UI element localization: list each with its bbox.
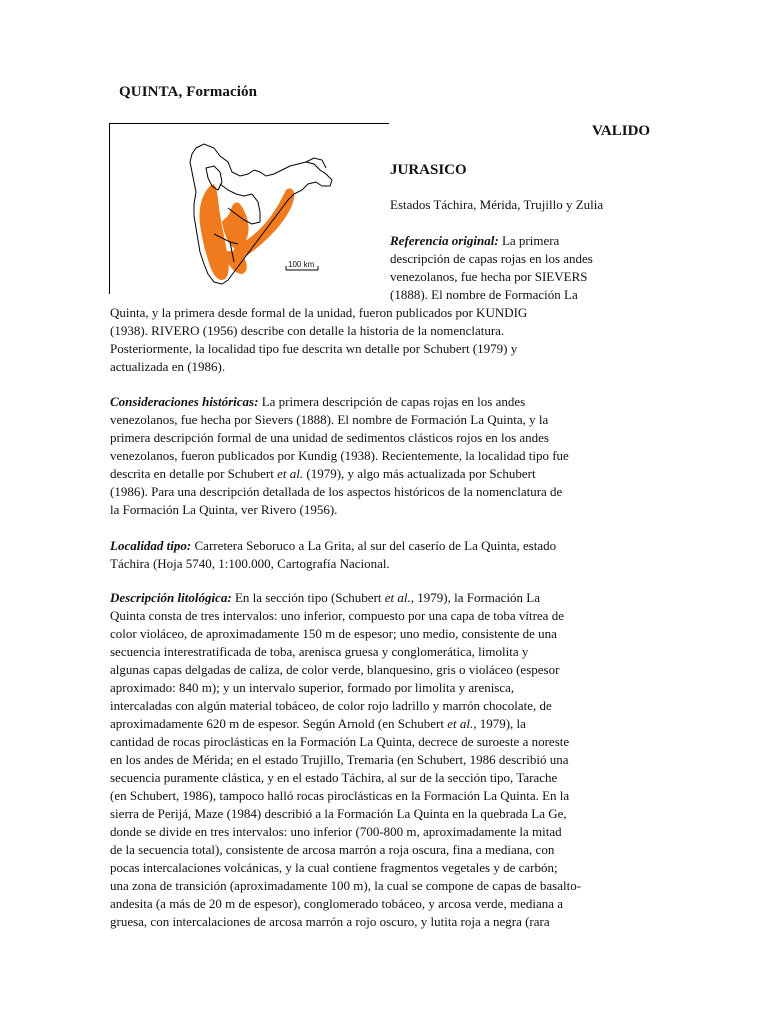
states-line: Estados Táchira, Mérida, Trujillo y Zulia [390, 197, 604, 212]
map-drawing [110, 124, 389, 294]
localidad-section [110, 537, 656, 573]
descripcion-line-13: sierra de Perijá, Maze (1984) describió a la Formación La Quinta en la quebrada La Ge, [110, 806, 567, 821]
descripcion-text-8b: et al. [447, 716, 474, 731]
localidad-heading: Localidad tipo: [110, 538, 192, 553]
descripcion-line-8 [110, 715, 656, 733]
consideraciones-text-5c: (1979), y algo más actualizada por Schubert [303, 466, 536, 481]
descripcion-line-4: secuencia interestratificada de toba, arenisca gruesa y conglomerática, limolita y [110, 644, 529, 659]
consideraciones-heading: Consideraciones históricas: [110, 394, 259, 409]
referencia-line-1 [390, 232, 650, 250]
consideraciones-line-5 [110, 465, 656, 483]
referencia-line-4: (1888). El nombre de Formación La [390, 287, 578, 302]
consideraciones-text-5b: et al. [277, 466, 304, 481]
referencia-full [110, 304, 656, 376]
consideraciones-line-1 [110, 393, 656, 411]
referencia-line-8: actualizada en (1986). [110, 359, 226, 374]
consideraciones-line-7: la Formación La Quinta, ver Rivero (1956). [110, 502, 338, 517]
outline-border-1 [220, 184, 252, 196]
descripcion-line-11: secuencia puramente clástica, y en el estado Táchira, al sur de la sección tipo, Tarache [110, 770, 558, 785]
consideraciones-line-4: venezolanos, fueron publicados por Kundig (1938). Recientemente, la localidad tipo fue [110, 448, 569, 463]
descripcion-line-3: color violáceo, de aproximadamente 150 m de espesor; uno medio, consistente de una [110, 626, 557, 641]
descripcion-text-8c: , 1979), la [473, 716, 526, 731]
geologic-age: JURASICO [390, 162, 467, 178]
descripcion-line-7: intercaladas con algún material tobáceo, de color rojo ladrillo y marrón chocolate, de [110, 698, 552, 713]
location-map [109, 123, 389, 294]
descripcion-line-1 [110, 589, 656, 607]
consideraciones-line-2: venezolanos, fue hecha por Sievers (1888). El nombre de Formación La Quinta, y la [110, 412, 549, 427]
consideraciones-text-1: La primera descripción de capas rojas en los andes [258, 394, 526, 409]
referencia-line-2: descripción de capas rojas en los andes [390, 251, 593, 266]
descripcion-line-14: donde se divide en tres intervalos: uno inferior (700-800 m, aproximadamente la mitad [110, 824, 562, 839]
consideraciones-text-5a: descrita en detalle por Schubert [110, 466, 278, 481]
descripcion-line-2: Quinta consta de tres intervalos: uno inferior, compuesto por una capa de toba vítrea de [110, 608, 564, 623]
consideraciones-section [110, 393, 656, 519]
referencia-text: La primera [498, 233, 560, 248]
outcrop-areas [199, 184, 294, 280]
referencia-line-6: (1938). RIVERO (1956) describe con detalle la historia de la nomenclatura. [110, 323, 505, 338]
consideraciones-line-3: primera descripción formal de una unidad de sedimentos clásticos rojos en los andes [110, 430, 549, 445]
page-title: QUINTA, Formación [119, 84, 258, 100]
referencia-heading: Referencia original: [390, 233, 499, 248]
outline-border-4 [252, 194, 260, 222]
descripcion-line-5: algunas capas delgadas de caliza, de color verde, blanquesino, gris o violáceo (espesor [110, 662, 560, 677]
descripcion-line-15: de la secuencia total), consistente de arcosa marrón a roja oscura, fina a mediana, con [110, 842, 555, 857]
descripcion-text-1a: En la sección tipo (Schubert [231, 590, 385, 605]
descripcion-line-19: gruesa, con intercalaciones de arcosa marrón a rojo oscuro, y lutita roja a negra (rara [110, 914, 550, 929]
descripcion-line-12: (en Schubert, 1986), tampoco halló rocas piroclásticas en la Formación La Quinta. En la [110, 788, 570, 803]
descripcion-text-8a: aproximadamente 620 m de espesor. Según Arnold (en Schubert [110, 716, 448, 731]
descripcion-section [110, 589, 656, 931]
descripcion-line-18: andesita (a más de 20 m de espesor), conglomerado tobáceo, y arcosa verde, mediana a [110, 896, 564, 911]
descripcion-line-6: aproximado: 840 m); y un intervalo superior, formado por limolita y arenisca, [110, 680, 515, 695]
descripcion-heading: Descripción litológica: [110, 590, 232, 605]
referencia-line-5: Quinta, y la primera desde formal de la unidad, fueron publicados por KUNDIG [110, 305, 528, 320]
descripcion-text-1b: et al. [384, 590, 411, 605]
descripcion-line-9: cantidad de rocas piroclásticas en la Formación La Quinta, decrece de suroeste a noreste [110, 734, 570, 749]
descripcion-text-1c: , 1979), la Formación La [410, 590, 541, 605]
descripcion-line-10: en los andes de Mérida; en el estado Trujillo, Tremaria (en Schubert, 1986 describió una [110, 752, 569, 767]
descripcion-line-16: pocas intercalaciones volcánicas, y la cual contiene fragmentos vegetales y de carbón; [110, 860, 558, 875]
referencia-line-3: venezolanos, fue hecha por SIEVERS [390, 269, 588, 284]
map-scale-label: 100 km [288, 260, 315, 269]
referencia-line-7: Posteriormente, la localidad tipo fue descrita wn detalle por Schubert (1979) y [110, 341, 518, 356]
consideraciones-line-6: (1986). Para una descripción detallada de los aspectos históricos de la nomenclatura de [110, 484, 563, 499]
localidad-line-1 [110, 537, 656, 555]
localidad-line-2: Táchira (Hoja 5740, 1:100.000, Cartografía Nacional. [110, 556, 390, 571]
validity-status: VALIDO [592, 123, 651, 139]
localidad-text-1: Carretera Seboruco a La Grita, al sur del caserío de La Quinta, estado [191, 538, 557, 553]
referencia-side [390, 232, 650, 304]
descripcion-line-17: una zona de transición (aproximadamente 100 m), la cual se compone de capas de basalto- [110, 878, 582, 893]
